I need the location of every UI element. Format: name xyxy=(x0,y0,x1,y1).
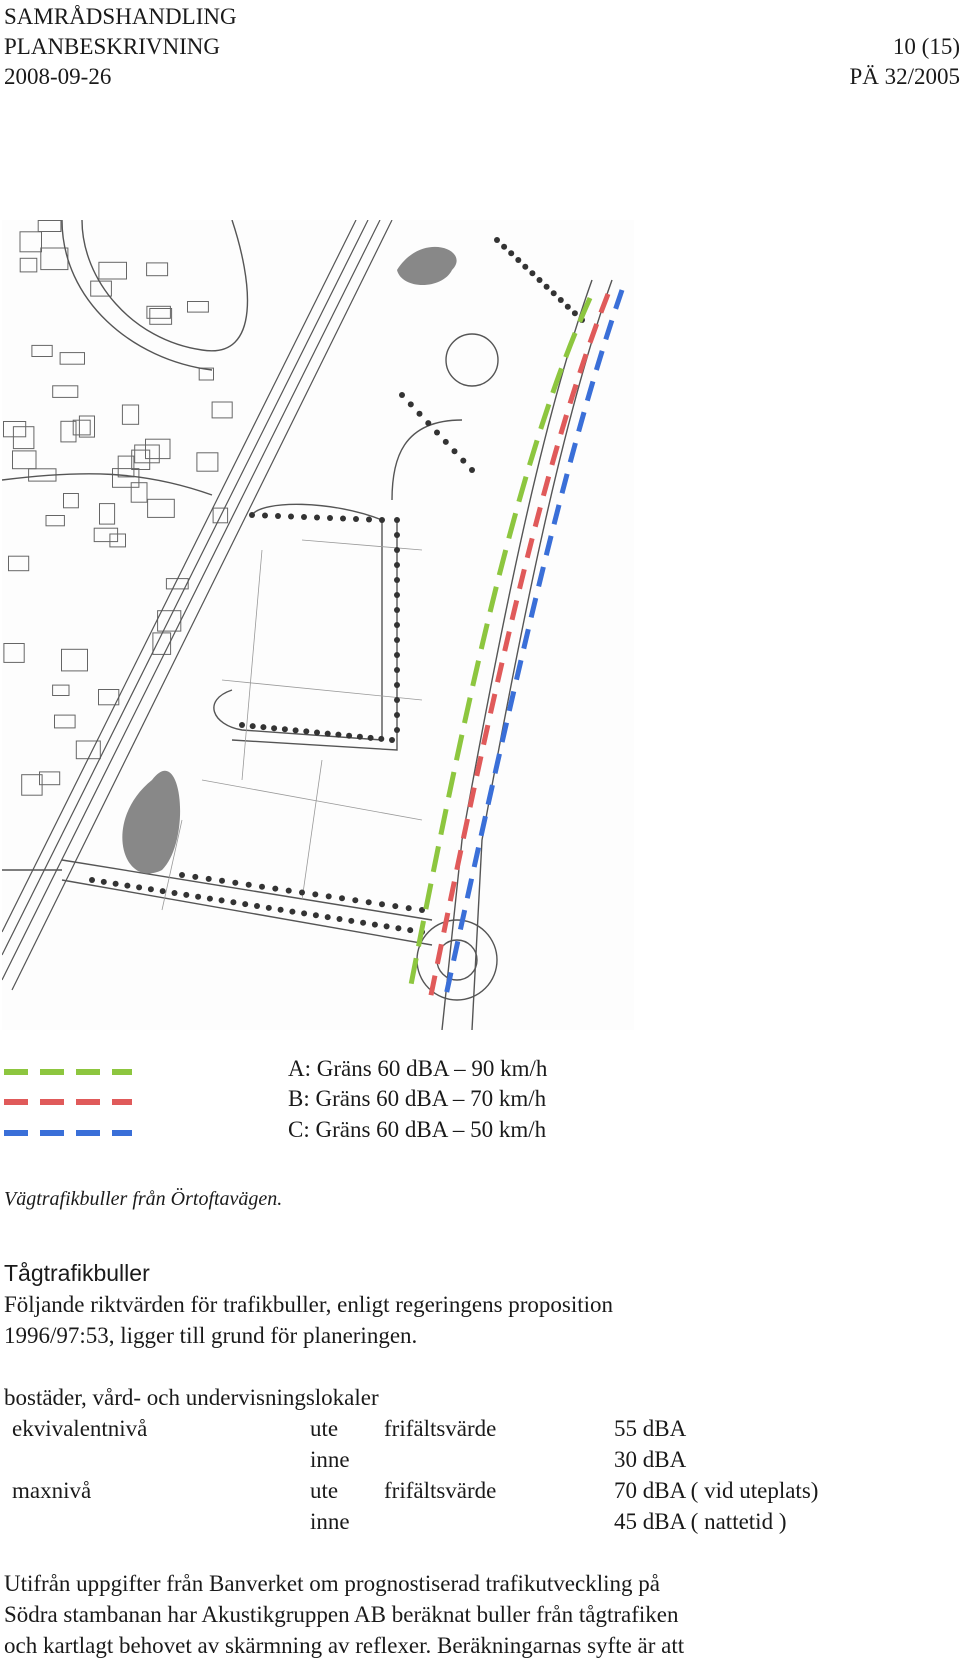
tree-dot xyxy=(394,532,400,538)
tree-dot xyxy=(366,517,372,523)
table-cell: frifältsvärde xyxy=(384,1416,497,1441)
tree-dot xyxy=(394,727,400,733)
document-reference: PÄ 32/2005 xyxy=(849,64,960,89)
legend-label-A: A: Gräns 60 dBA – 90 km/h xyxy=(288,1056,548,1081)
tree-dot xyxy=(136,884,142,890)
tree-dot xyxy=(565,304,571,310)
intro-line-1: Följande riktvärden för trafikbuller, enligt regeringens proposition xyxy=(4,1292,614,1317)
legend-swatch-C xyxy=(4,1130,132,1136)
tree-dot xyxy=(219,897,225,903)
table-cell: ute xyxy=(310,1478,339,1503)
tree-dot xyxy=(313,912,319,918)
tree-dot xyxy=(394,607,400,613)
tree-dot xyxy=(515,257,521,263)
tree-dot xyxy=(389,737,395,743)
tree-dot xyxy=(339,895,345,901)
tree-dot xyxy=(572,310,578,316)
tree-dot xyxy=(289,909,295,915)
tree-dot xyxy=(327,515,333,521)
table-cell: inne xyxy=(310,1509,350,1534)
document-date: 2008-09-26 xyxy=(4,64,112,89)
tree-dot xyxy=(348,918,354,924)
tree-dot xyxy=(124,883,130,889)
tree-dot xyxy=(219,878,225,884)
table-cell: inne xyxy=(310,1447,350,1472)
tree-dot xyxy=(394,712,400,718)
tree-dot xyxy=(206,876,212,882)
tree-dot xyxy=(460,458,466,464)
noise-map-figure xyxy=(2,220,634,1030)
tree-dot xyxy=(394,592,400,598)
tree-dot xyxy=(89,877,95,883)
tree-dot xyxy=(301,514,307,520)
tree-dot xyxy=(384,923,390,929)
tree-dot xyxy=(299,890,305,896)
table-cell: ekvivalentnivå xyxy=(12,1416,148,1441)
tree-dot xyxy=(272,886,278,892)
tree-dot xyxy=(266,905,272,911)
tree-dot xyxy=(286,888,292,894)
tree-dot xyxy=(408,401,414,407)
body-line-1: Utifrån uppgifter från Banverket om prognostiserad trafikutveckling på xyxy=(4,1571,660,1596)
tree-dot xyxy=(353,516,359,522)
table-cell: 55 dBA xyxy=(614,1416,687,1441)
tree-dot xyxy=(372,922,378,928)
table-cell: frifältsvärde xyxy=(384,1478,497,1503)
tree-dot xyxy=(379,517,385,523)
legend-swatch-A xyxy=(4,1069,132,1075)
tree-dot xyxy=(325,731,331,737)
document-type: PLANBESKRIVNING xyxy=(4,34,220,59)
tree-dot xyxy=(394,697,400,703)
tree-dot xyxy=(529,270,535,276)
tree-dot xyxy=(469,467,475,473)
tree-dot xyxy=(407,927,413,933)
tree-dot xyxy=(368,735,374,741)
tree-dot xyxy=(394,562,400,568)
document-status: SAMRÅDSHANDLING xyxy=(4,4,237,29)
tree-dot xyxy=(443,439,449,445)
tree-dot xyxy=(288,514,294,520)
tree-dot xyxy=(262,513,268,519)
tree-dot xyxy=(494,237,500,243)
tree-dot xyxy=(406,905,412,911)
tree-dot xyxy=(179,872,185,878)
tree-dot xyxy=(278,907,284,913)
tree-dot xyxy=(282,726,288,732)
tree-dot xyxy=(183,892,189,898)
tree-dot xyxy=(537,277,543,283)
tree-dot xyxy=(394,577,400,583)
tree-dot xyxy=(544,284,550,290)
tree-dot xyxy=(160,888,166,894)
tree-dot xyxy=(249,512,255,518)
tree-dot xyxy=(346,733,352,739)
table-cell: maxnivå xyxy=(12,1478,92,1503)
tree-dot xyxy=(303,728,309,734)
tree-dot xyxy=(366,899,372,905)
tree-dot xyxy=(254,903,260,909)
table-cell: 70 dBA ( vid uteplats) xyxy=(614,1478,819,1503)
tree-dot xyxy=(250,723,256,729)
tree-dot xyxy=(259,884,265,890)
map-background xyxy=(2,220,634,1030)
tree-dot xyxy=(394,667,400,673)
tree-dot xyxy=(207,896,213,902)
tree-dot xyxy=(326,893,332,899)
body-line-2: Södra stambanan har Akustikgruppen AB beräknat buller från tågtrafiken xyxy=(4,1602,679,1627)
legend-swatch-B xyxy=(4,1099,132,1105)
table-cell: 30 dBA xyxy=(614,1447,687,1472)
tree-dot xyxy=(312,891,318,897)
tree-dot xyxy=(232,880,238,886)
tree-dot xyxy=(522,264,528,270)
section-heading: Tågtrafikbuller xyxy=(4,1260,150,1286)
tree-dot xyxy=(172,890,178,896)
tree-dot xyxy=(314,730,320,736)
tree-dot xyxy=(417,411,423,417)
legend-label-C: C: Gräns 60 dBA – 50 km/h xyxy=(288,1117,547,1142)
tree-dot xyxy=(394,637,400,643)
tree-dot xyxy=(293,727,299,733)
tree-dot xyxy=(113,881,119,887)
table-cell: 45 dBA ( nattetid ) xyxy=(614,1509,787,1534)
tree-dot xyxy=(352,897,358,903)
intro-line-2: 1996/97:53, ligger till grund för planeringen. xyxy=(4,1323,418,1348)
table-title: bostäder, vård- och undervisningslokaler xyxy=(4,1385,379,1410)
tree-dot xyxy=(394,682,400,688)
tree-dot xyxy=(452,448,458,454)
tree-dot xyxy=(246,882,252,888)
tree-dot xyxy=(378,736,384,742)
page-number: 10 (15) xyxy=(892,34,960,59)
tree-dot xyxy=(394,622,400,628)
tree-dot xyxy=(395,925,401,931)
tree-dot xyxy=(275,513,281,519)
tree-dot xyxy=(508,250,514,256)
tree-dot xyxy=(394,652,400,658)
tree-dot xyxy=(325,914,331,920)
tree-dot xyxy=(434,430,440,436)
table-cell: ute xyxy=(310,1416,339,1441)
legend-label-B: B: Gräns 60 dBA – 70 km/h xyxy=(288,1086,547,1111)
tree-dot xyxy=(337,916,343,922)
tree-dot xyxy=(392,903,398,909)
tree-dot xyxy=(551,290,557,296)
tree-dot xyxy=(335,732,341,738)
tree-dot xyxy=(558,297,564,303)
tree-dot xyxy=(399,392,405,398)
tree-dot xyxy=(360,920,366,926)
tree-dot xyxy=(357,734,363,740)
tree-dot xyxy=(101,879,107,885)
figure-caption: Vägtrafikbuller från Örtoftavägen. xyxy=(4,1188,283,1210)
body-line-3: och kartlagt behovet av skärmning av reflexer. Beräkningarnas syfte är att xyxy=(4,1633,685,1658)
tree-dot xyxy=(501,244,507,250)
tree-dot xyxy=(230,899,236,905)
tree-dot xyxy=(379,901,385,907)
tree-dot xyxy=(271,725,277,731)
tree-dot xyxy=(340,516,346,522)
tree-dot xyxy=(242,901,248,907)
tree-dot xyxy=(260,724,266,730)
tree-dot xyxy=(239,722,245,728)
tree-dot xyxy=(394,517,400,523)
tree-dot xyxy=(314,515,320,521)
tree-dot xyxy=(192,874,198,880)
tree-dot xyxy=(195,894,201,900)
tree-dot xyxy=(148,886,154,892)
tree-dot xyxy=(301,910,307,916)
tree-dot xyxy=(425,420,431,426)
tree-dot xyxy=(394,547,400,553)
